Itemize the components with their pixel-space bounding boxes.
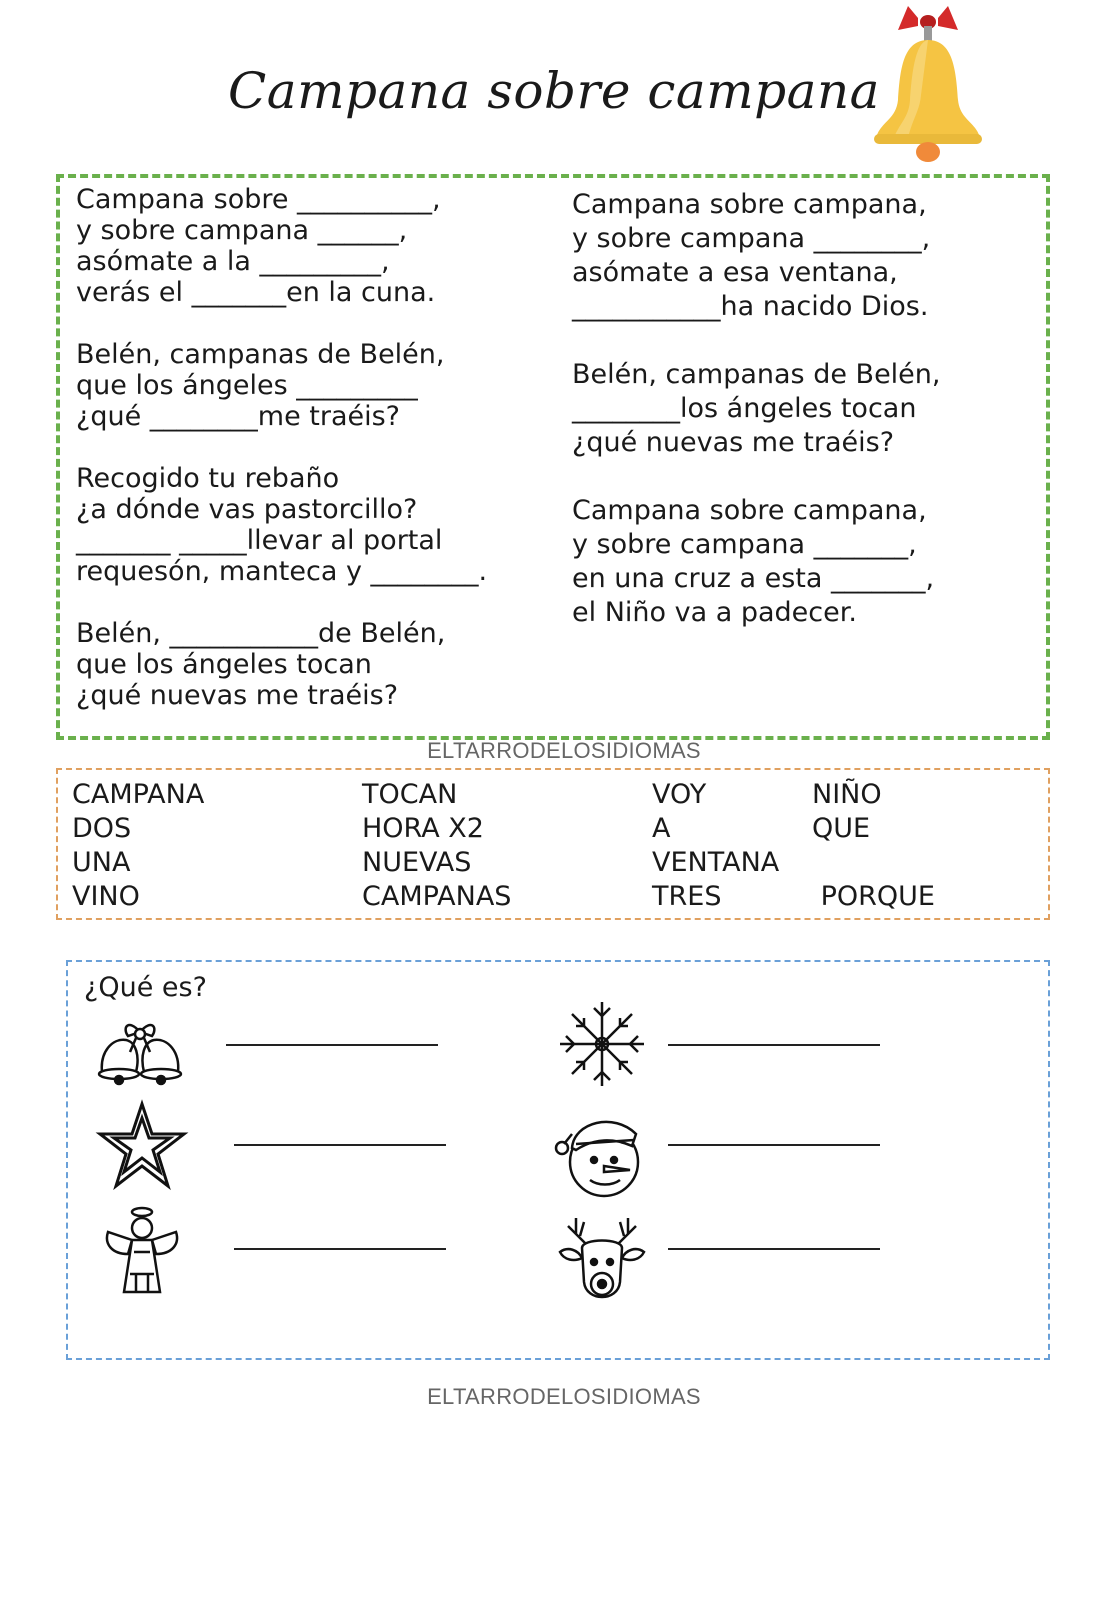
answer-line[interactable]	[668, 1144, 880, 1146]
word-bank-word	[812, 846, 935, 880]
stanza	[76, 618, 536, 711]
word-bank-column	[362, 778, 511, 914]
angel-icon	[94, 1204, 190, 1300]
word-bank	[56, 768, 1050, 920]
word-bank-word: CAMPANA	[72, 779, 205, 810]
stanza	[76, 184, 536, 308]
star-icon	[94, 1098, 190, 1194]
word-bank-word: PORQUE	[812, 881, 935, 912]
lyric-line: Belén, ___________de Belén,	[76, 618, 446, 649]
stanza	[572, 494, 1012, 630]
word-bank-column	[72, 778, 204, 914]
word-bank-word: NUEVAS	[362, 847, 472, 878]
lyric-line: Belén, campanas de Belén,	[76, 339, 445, 370]
lyric-line: ___________ha nacido Dios.	[572, 291, 929, 322]
watermark: ELTARRODELOSIDIOMAS	[427, 738, 701, 763]
lyric-line: Campana sobre campana,	[572, 495, 927, 526]
word-bank-word: TOCAN	[362, 779, 458, 810]
footer-watermark: ELTARRODELOSIDIOMAS	[427, 1384, 701, 1409]
stanza	[572, 188, 1012, 324]
answer-line[interactable]	[668, 1044, 880, 1046]
lyric-line: que los ángeles tocan	[76, 649, 372, 680]
reindeer-icon	[554, 1212, 650, 1308]
word-bank-word: DOS	[72, 813, 132, 844]
lyric-line: Belén, campanas de Belén,	[572, 359, 941, 390]
answer-line[interactable]	[234, 1144, 446, 1146]
lyric-line: Recogido tu rebaño	[76, 463, 340, 494]
lyrics-right-column	[572, 188, 1012, 664]
stanza	[76, 463, 536, 587]
lyric-line: Campana sobre __________,	[76, 184, 441, 215]
word-bank-word: UNA	[72, 847, 131, 878]
lyrics-box	[56, 174, 1050, 740]
lyric-line: ________los ángeles tocan	[572, 393, 917, 424]
answer-line[interactable]	[226, 1044, 438, 1046]
word-bank-word: VENTANA	[652, 847, 780, 878]
word-bank-word: VOY	[652, 779, 707, 810]
lyric-line: y sobre campana ______,	[76, 215, 408, 246]
lyric-line: asómate a la _________,	[76, 246, 390, 277]
lyric-line: y sobre campana ________,	[572, 223, 931, 254]
lyric-line: ¿a dónde vas pastorcillo?	[76, 494, 418, 525]
lyric-line: ¿qué nuevas me traéis?	[572, 427, 895, 458]
word-bank-word: VINO	[72, 881, 140, 912]
bell-icon	[868, 0, 998, 170]
lyric-line: que los ángeles _________	[76, 370, 418, 401]
stanza	[572, 358, 1012, 460]
lyrics-left-column	[76, 184, 536, 742]
word-bank-word: NIÑO	[812, 779, 882, 810]
bells-icon	[92, 1002, 188, 1098]
quiz-title: ¿Qué es?	[84, 972, 207, 1003]
word-bank-word: HORA X2	[362, 813, 484, 844]
quiz-box	[66, 960, 1050, 1360]
lyric-line: Campana sobre campana,	[572, 189, 927, 220]
answer-line[interactable]	[668, 1248, 880, 1250]
lyric-line: el Niño va a padecer.	[572, 597, 857, 628]
stanza	[76, 339, 536, 432]
lyric-line: ¿qué ________me traéis?	[76, 401, 401, 432]
snowflake-icon	[554, 996, 650, 1092]
word-bank-column	[652, 778, 779, 914]
page-title: Campana sobre campana	[228, 62, 880, 120]
lyric-line: _______ _____llevar al portal	[76, 525, 443, 556]
snowman-icon	[554, 1104, 650, 1200]
lyric-line: verás el _______en la cuna.	[76, 277, 436, 308]
word-bank-word: QUE	[812, 813, 871, 844]
word-bank-word: A	[652, 813, 671, 844]
word-bank-column	[812, 778, 935, 914]
lyric-line: en una cruz a esta _______,	[572, 563, 935, 594]
answer-line[interactable]	[234, 1248, 446, 1250]
lyric-line: ¿qué nuevas me traéis?	[76, 680, 399, 711]
lyric-line: requesón, manteca y ________.	[76, 556, 488, 587]
lyric-line: asómate a esa ventana,	[572, 257, 898, 288]
lyric-line: y sobre campana _______,	[572, 529, 917, 560]
word-bank-word: TRES	[652, 881, 722, 912]
word-bank-word: CAMPANAS	[362, 881, 512, 912]
